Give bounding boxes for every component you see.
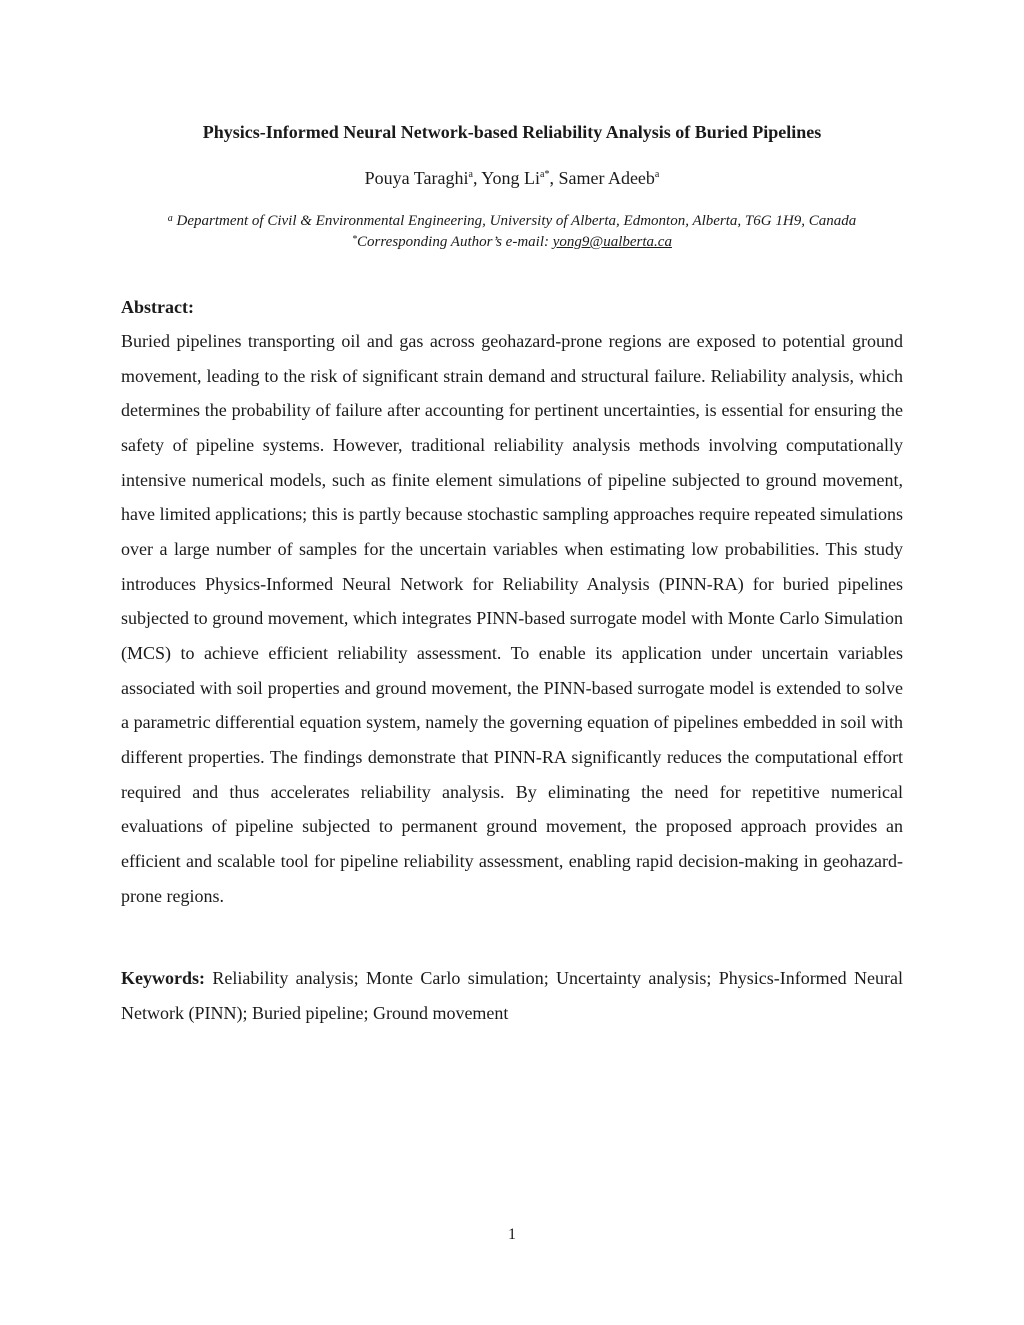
- corresponding-superscript: *: [352, 234, 358, 245]
- author-separator: ,: [549, 168, 559, 188]
- corresponding-author-line: [0, 232, 1024, 253]
- author-separator: ,: [472, 168, 482, 188]
- affiliation-superscript: a: [167, 213, 173, 224]
- abstract-heading: Abstract:: [121, 297, 194, 317]
- author-name: Pouya Taraghi: [364, 168, 469, 188]
- corresponding-label: Corresponding Author’s e-mail:: [357, 234, 553, 250]
- affiliation-line: [0, 211, 1024, 232]
- keywords-text: Reliability analysis; Monte Carlo simulation; Uncertainty analysis; Physics-Informed Neural Network (PINN); Buried pipeline; Ground movement: [121, 968, 903, 1023]
- corresponding-email-link[interactable]: yong9@ualberta.ca: [552, 234, 672, 250]
- keywords-label: Keywords:: [121, 968, 205, 988]
- author-name: Samer Adeeb: [558, 168, 655, 188]
- author-list: [0, 166, 1024, 190]
- affiliation-text: Department of Civil & Environmental Engineering, University of Alberta, Edmonton, Alberta, T6G 1H9, Canada: [172, 213, 857, 229]
- paper-title: Physics-Informed Neural Network-based Reliability Analysis of Buried Pipelines: [202, 122, 822, 142]
- author-superscript: a*: [540, 169, 550, 180]
- author-superscript: a: [468, 169, 473, 180]
- author-superscript: a: [654, 169, 660, 180]
- affiliation-block: [0, 211, 1024, 253]
- author-name: Yong Li: [481, 168, 540, 188]
- page-number: 1: [508, 1226, 516, 1243]
- keywords-paragraph: [121, 961, 903, 1030]
- abstract-body: Buried pipelines transporting oil and gas across geohazard-prone regions are exposed to potential ground movement, leading to the risk of significant strain demand and structural failure. Reliability analysis, which determines the probability of failure after accounting for pertinent uncertainties, is essential for ensuring the safety of pipeline systems. However, traditional reliability analysis methods involving computationally intensive numerical models, such as finite element simulations of pipeline subjected to ground movement, have limited applications; this is partly because stochastic sampling approaches require repeated simulations over a large number of samples for the uncertain variables when estimating low probabilities. This study introduces Physics-Informed Neural Network for Reliability Analysis (PINN-RA) for buried pipelines subjected to ground movement, which integrates PINN-based surrogate model with Monte Carlo Simulation (MCS) to achieve efficient reliability assessment. To enable its application under uncertain variables associated with soil properties and ground movement, the PINN-based surrogate model is extended to solve a parametric differential equation system, namely the governing equation of pipelines embedded in soil with different properties. The findings demonstrate that PINN-RA significantly reduces the computational effort required and thus accelerates reliability analysis. By eliminating the need for repetitive numerical evaluations of pipeline subjected to permanent ground movement, the proposed approach provides an efficient and scalable tool for pipeline reliability assessment, enabling rapid decision-making in geohazard-prone regions.: [121, 331, 903, 906]
